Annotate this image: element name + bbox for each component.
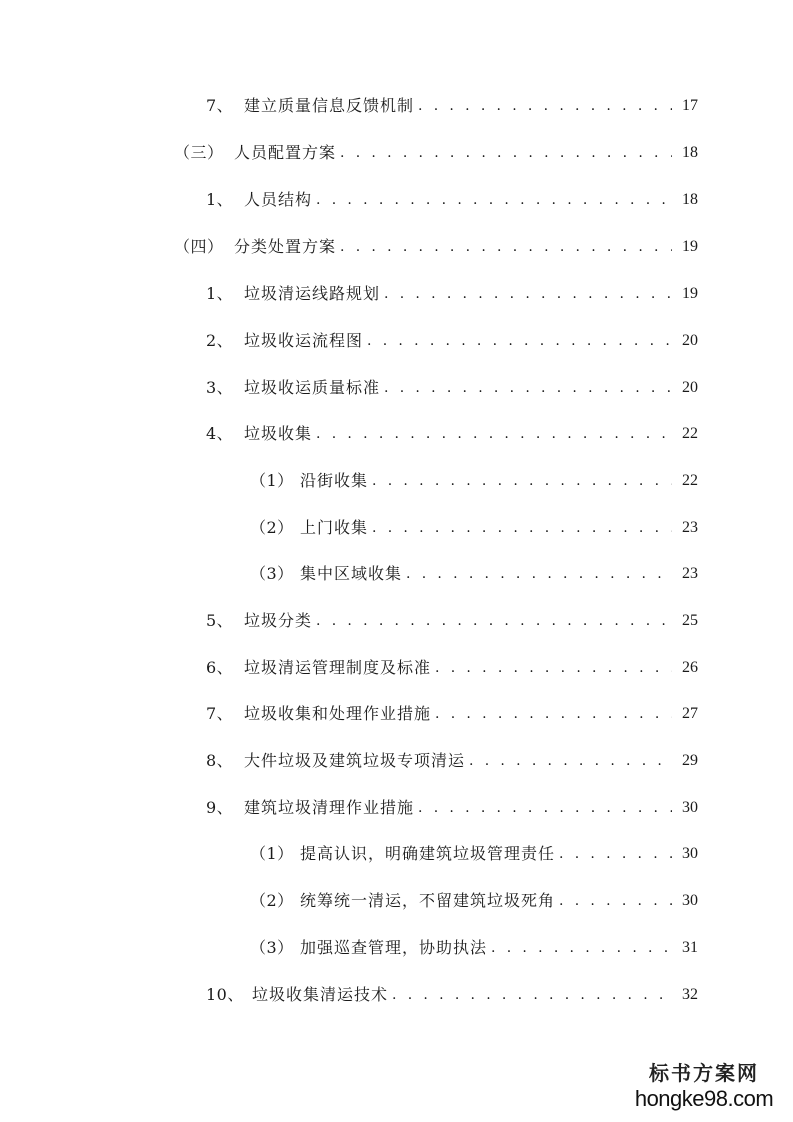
toc-entry-title: 统筹统一清运，不留建筑垃圾死角 <box>300 891 556 910</box>
toc-leader-dots <box>435 700 672 728</box>
toc-entry-number: 2、 <box>206 331 234 350</box>
toc-entry-number: （三） <box>174 143 224 162</box>
toc-entry-title: 大件垃圾及建筑垃圾专项清运 <box>244 751 466 770</box>
toc-entry-title: 垃圾清运管理制度及标准 <box>244 658 432 677</box>
toc-entry-page: 19 <box>682 285 698 302</box>
toc-entry-title: 垃圾收运流程图 <box>244 331 364 350</box>
toc-entry[interactable] <box>206 747 698 775</box>
toc-leader-dots <box>367 327 672 355</box>
toc-entry-title: 垃圾清运线路规划 <box>244 284 381 303</box>
toc-entry-number: （3） <box>250 938 294 957</box>
toc-entry-page: 27 <box>682 705 698 722</box>
toc-entry-number: 4、 <box>206 424 234 443</box>
toc-entry-title: 建立质量信息反馈机制 <box>244 96 415 115</box>
toc-entry-page: 23 <box>682 519 698 536</box>
toc-entry[interactable] <box>206 186 698 214</box>
site-watermark <box>629 1060 779 1112</box>
toc-entry[interactable] <box>174 233 698 261</box>
toc-entry-title: 加强巡查管理，协助执法 <box>300 938 488 957</box>
toc-entry[interactable] <box>206 374 698 402</box>
toc-entry-title: 垃圾收集 <box>244 424 313 443</box>
toc-entry-number: （四） <box>174 237 224 256</box>
toc-entry-title: 垃圾收集和处理作业措施 <box>244 704 432 723</box>
toc-entry-title: 垃圾收集清运技术 <box>252 985 389 1004</box>
toc-entry-page: 30 <box>682 892 698 909</box>
toc-entry-number: 3、 <box>206 378 234 397</box>
toc-entry-number: 7、 <box>206 704 234 723</box>
toc-entry-page: 30 <box>682 799 698 816</box>
toc-entry-page: 22 <box>682 425 698 442</box>
toc-entry-title: 人员结构 <box>244 190 313 209</box>
toc-entry[interactable] <box>250 514 698 542</box>
toc-entry[interactable] <box>206 981 698 1009</box>
toc-leader-dots <box>340 139 672 167</box>
toc-leader-dots <box>435 654 672 682</box>
toc-entry-title: 沿街收集 <box>300 471 369 490</box>
toc-entry-number: 1、 <box>206 190 234 209</box>
toc-leader-dots <box>340 233 672 261</box>
toc-entry[interactable] <box>206 654 698 682</box>
toc-entry-page: 17 <box>682 97 698 114</box>
toc-entry-page: 20 <box>682 332 698 349</box>
toc-entry-title: 上门收集 <box>300 518 369 537</box>
toc-entry-number: 1、 <box>206 284 234 303</box>
toc-entry-title: 建筑垃圾清理作业措施 <box>244 798 415 817</box>
toc-entry-page: 18 <box>682 144 698 161</box>
toc-entry[interactable] <box>250 887 698 915</box>
toc-entry-page: 26 <box>682 659 698 676</box>
toc-entry[interactable] <box>206 700 698 728</box>
toc-entry-number: 8、 <box>206 751 234 770</box>
toc-leader-dots <box>392 981 672 1009</box>
toc-entry-page: 30 <box>682 845 698 862</box>
toc-leader-dots <box>418 92 672 120</box>
toc-entry-number: （2） <box>250 891 294 910</box>
toc-entry-number: 10、 <box>206 985 244 1004</box>
toc-entry-page: 20 <box>682 379 698 396</box>
toc-leader-dots <box>559 840 672 868</box>
toc-entry[interactable] <box>206 280 698 308</box>
toc-entry[interactable] <box>250 840 698 868</box>
toc-leader-dots <box>372 467 672 495</box>
toc-entry[interactable] <box>206 92 698 120</box>
toc-entry-number: 6、 <box>206 658 234 677</box>
toc-entry-title: 提高认识，明确建筑垃圾管理责任 <box>300 844 556 863</box>
toc-entry-number: 9、 <box>206 798 234 817</box>
toc-leader-dots <box>316 607 672 635</box>
toc-entry-title: 人员配置方案 <box>234 143 337 162</box>
toc-entry-page: 22 <box>682 472 698 489</box>
toc-entry-number: （2） <box>250 518 294 537</box>
toc-entry-page: 31 <box>682 939 698 956</box>
toc-entry-title: 垃圾收运质量标准 <box>244 378 381 397</box>
toc-entry[interactable] <box>206 327 698 355</box>
toc-entry-page: 18 <box>682 191 698 208</box>
toc-leader-dots <box>406 560 672 588</box>
toc-entry[interactable] <box>250 560 698 588</box>
toc-entry-title: 分类处置方案 <box>234 237 337 256</box>
watermark-site-name: 标书方案网 <box>649 1061 759 1085</box>
toc-leader-dots <box>316 186 672 214</box>
toc-leader-dots <box>418 794 672 822</box>
toc-entry-number: （3） <box>250 564 294 583</box>
toc-entry[interactable] <box>206 794 698 822</box>
toc-entry-title: 垃圾分类 <box>244 611 313 630</box>
toc-entry-number: 7、 <box>206 96 234 115</box>
toc-leader-dots <box>316 420 672 448</box>
toc-entry[interactable] <box>250 467 698 495</box>
toc-entry-number: 5、 <box>206 611 234 630</box>
toc-entry-page: 25 <box>682 612 698 629</box>
toc-entry[interactable] <box>174 139 698 167</box>
watermark-site-url: hongke98.com <box>634 1086 774 1111</box>
toc-entry[interactable] <box>250 934 698 962</box>
toc-entry-page: 32 <box>682 986 698 1003</box>
toc-leader-dots <box>469 747 672 775</box>
toc-leader-dots <box>372 514 672 542</box>
toc-entry-number: （1） <box>250 844 294 863</box>
toc-leader-dots <box>384 280 672 308</box>
toc-entry-number: （1） <box>250 471 294 490</box>
toc-entry-title: 集中区域收集 <box>300 564 403 583</box>
toc-entry[interactable] <box>206 420 698 448</box>
toc-leader-dots <box>384 374 672 402</box>
toc-entry-page: 23 <box>682 565 698 582</box>
toc-leader-dots <box>559 887 672 915</box>
toc-entry[interactable] <box>206 607 698 635</box>
toc-entry-page: 19 <box>682 238 698 255</box>
toc-leader-dots <box>491 934 672 962</box>
toc-entry-page: 29 <box>682 752 698 769</box>
